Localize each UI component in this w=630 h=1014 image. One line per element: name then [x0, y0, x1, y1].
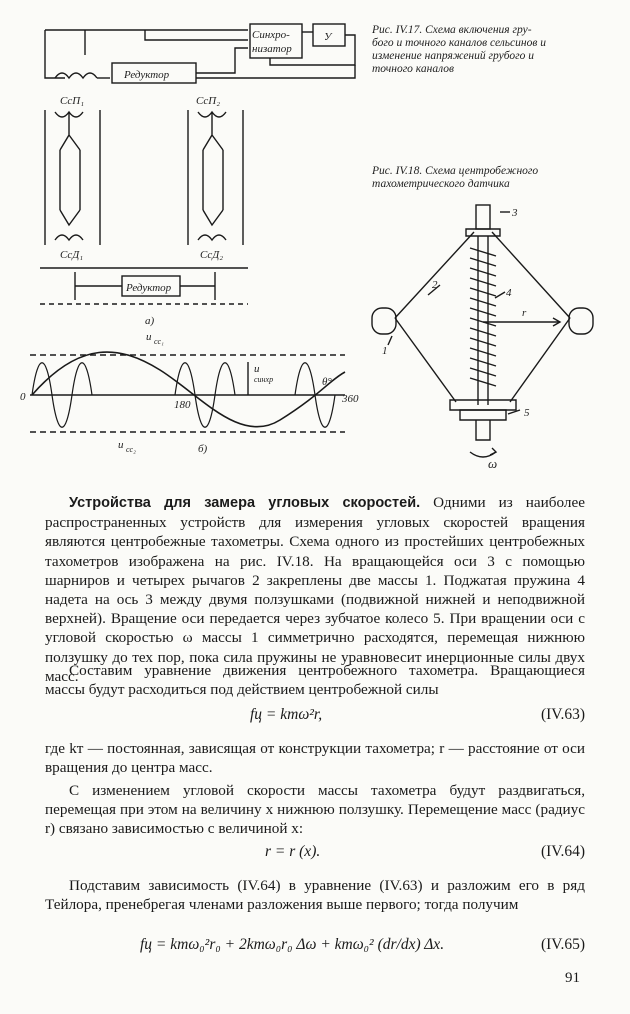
equation-number: (IV.65): [540, 936, 585, 953]
paragraph-devices: [45, 493, 585, 686]
tach-label-2: 2: [432, 279, 438, 291]
tick-180: 180: [174, 399, 191, 411]
equation-number: (IV.64): [540, 843, 585, 860]
tach-label-1: 1: [382, 345, 388, 357]
label-theta: θ°: [322, 376, 332, 388]
equation-iv63: [45, 706, 585, 730]
tick-360: 360: [342, 393, 359, 405]
amplifier-label: У: [324, 31, 332, 43]
page-number: 91: [565, 970, 580, 986]
caption-line: тахометрического датчика: [372, 178, 510, 190]
label-ucc1: u: [146, 331, 152, 343]
label-ssp2: СсП₂: [196, 95, 221, 107]
equation-expression: fц = kтω²r,: [250, 706, 323, 723]
paragraph-radius: [45, 781, 585, 839]
paragraph-text: Подставим зависимость (IV.64) в уравнение (IV.63) и разложим его в ряд Тейлора, пренебрегая членами разложения выше первого; тогда получим: [45, 877, 585, 914]
paragraph-taylor: [45, 876, 585, 914]
paragraph-text: Составим уравнение движения центробежного тахометра. Вращающиеся массы будут расходиться под действием центробежной силы: [45, 662, 585, 699]
tach-label-omega: ω: [488, 456, 498, 471]
synchronizer-label-2: низатор: [252, 43, 292, 55]
label-usinh: u: [254, 363, 260, 375]
tick-0: 0: [20, 391, 26, 403]
caption-line: изменение напряжений грубого и: [372, 50, 534, 62]
label-ucc2: u: [118, 439, 124, 451]
caption-line: бого и точного каналов сельсинов и: [372, 37, 546, 49]
label-usinh-sub: синхр: [254, 375, 274, 384]
label-ucc2-sub: сс₂: [126, 445, 136, 454]
tach-label-r: r: [522, 307, 527, 319]
reductor-label-mid: Редуктор: [126, 282, 172, 294]
tach-label-4: 4: [506, 287, 512, 299]
paragraph-equation-intro: [45, 661, 585, 699]
label-a: а): [145, 315, 155, 327]
caption-line: Рис. IV.17. Схема включения гру-: [372, 24, 532, 36]
paragraph-text: где kт — постоянная, зависящая от конструкции тахометра; r — расстояние от оси вращения до центра масс.: [45, 740, 585, 777]
label-b: б): [198, 443, 208, 455]
equation-expression: r = r (x).: [265, 843, 321, 860]
reductor-label-top: Редуктор: [124, 69, 170, 81]
tach-label-5: 5: [524, 407, 530, 419]
equation-expression: fц = kтω₀²r₀ + 2kтω₀r₀ Δω + kтω₀² (dr/dx) Δx.: [140, 936, 445, 953]
label-ucc1-sub: сс₁: [154, 337, 164, 346]
paragraph-where: [45, 739, 585, 777]
label-ssd1: СсД₁: [60, 249, 84, 261]
caption-line: Рис. IV.18. Схема центробежного: [372, 165, 539, 177]
caption-line: точного каналов: [372, 63, 455, 75]
section-heading: Устройства для замера угловых скоростей.: [69, 495, 421, 511]
equation-number: (IV.63): [540, 706, 585, 723]
paragraph-text: С изменением угловой скорости массы тахометра будут раздвигаться, перемещая при этом на величину x нижнюю ползушку. Перемещение масс (радиус r) связано зависимостью с величиной x:: [45, 782, 585, 838]
equation-iv65: [45, 936, 585, 960]
paragraph-text: Одними из наиболее распространенных устройств для измерения угловых скоростей вращения являются центробежные тахометры. Схема одного из простейших центробежных тахометров изображена на рис. IV.18. На вращающейся оси 3 с помощью шарниров и четырех рычагов 2 закреплены две массы 1. Поджатая пружина 4 надета на ось 3 между двумя ползушками (подвижной нижней и неподвижной верхней). Вращение оси передается через зубчатое колесо 5. При вращении оси с угловой скоростью ω массы 1 симметрично расходятся, перемещая нижнюю ползушку до тех пор, пока сила пружины не уравновесит инерционные силы двух масс.: [45, 494, 585, 685]
figure-iv18-diagram: [372, 205, 593, 457]
equation-iv64: [45, 843, 585, 867]
figure-iv17-caption: [372, 24, 592, 76]
figure-iv18-caption: [372, 165, 592, 191]
tach-label-3: 3: [512, 207, 518, 219]
synchronizer-label-1: Синхро-: [252, 29, 290, 41]
label-ssd2: СсД₂: [200, 249, 224, 261]
label-ssp1: СсП₁: [60, 95, 85, 107]
